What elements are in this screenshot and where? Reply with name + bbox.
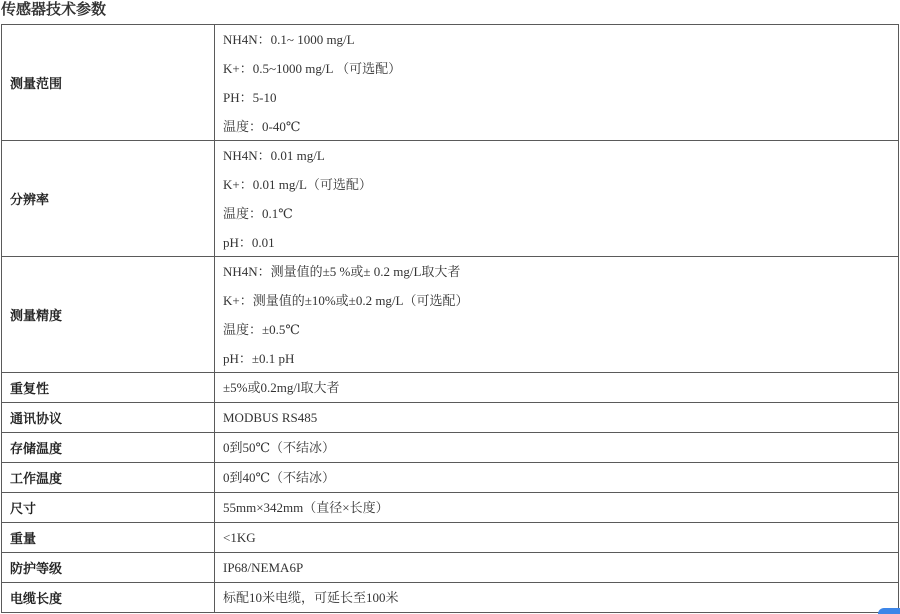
spec-value-line: NH4N：测量值的±5 %或± 0.2 mg/L取大者 (223, 263, 461, 279)
spec-value-line: IP68/NEMA6P (223, 560, 304, 575)
spec-row-weight (2, 523, 898, 553)
spec-label: 工作温度 (2, 463, 215, 492)
spec-row-measurement-range (2, 25, 898, 141)
spec-value-line: NH4N：0.1~ 1000 mg/L (223, 31, 355, 47)
spec-value-line: pH：0.01 (223, 234, 275, 250)
spec-value-line: <1KG (223, 530, 256, 545)
spec-value-line: MODBUS RS485 (223, 410, 318, 425)
spec-label: 测量精度 (2, 257, 215, 372)
spec-value-line: K+：0.01 mg/L（可选配） (223, 176, 372, 192)
spec-value (215, 433, 898, 462)
spec-value (215, 523, 898, 552)
spec-value-line: PH：5-10 (223, 89, 277, 105)
spec-row-dimensions (2, 493, 898, 523)
spec-table (1, 24, 899, 613)
spec-value-line: K+：0.5~1000 mg/L （可选配） (223, 60, 402, 76)
spec-value-line: 温度：0.1℃ (223, 205, 293, 221)
spec-value (215, 463, 898, 492)
spec-value (215, 493, 898, 522)
spec-row-accuracy (2, 257, 898, 373)
spec-value-line: 标配10米电缆，可延长至100米 (223, 590, 399, 605)
spec-value-line: NH4N：0.01 mg/L (223, 147, 325, 163)
spec-label: 存储温度 (2, 433, 215, 462)
page-title: 传感器技术参数 (1, 1, 107, 18)
spec-value (215, 257, 898, 372)
spec-label: 重量 (2, 523, 215, 552)
spec-label: 尺寸 (2, 493, 215, 522)
spec-value (215, 403, 898, 432)
spec-row-protocol (2, 403, 898, 433)
spec-value-line: 温度：±0.5℃ (223, 321, 300, 337)
spec-value (215, 141, 898, 256)
spec-value-line: 0到50℃（不结冰） (223, 440, 336, 455)
spec-label: 重复性 (2, 373, 215, 402)
spec-value-line: ±5%或0.2mg/l取大者 (223, 380, 340, 395)
spec-value (215, 373, 898, 402)
spec-row-cable-length (2, 583, 898, 613)
spec-label: 防护等级 (2, 553, 215, 582)
spec-value-line: K+：测量值的±10%或±0.2 mg/L（可选配） (223, 292, 469, 308)
spec-value (215, 553, 898, 582)
spec-label: 通讯协议 (2, 403, 215, 432)
spec-row-resolution (2, 141, 898, 257)
spec-row-storage-temperature (2, 433, 898, 463)
spec-value-line: 0到40℃（不结冰） (223, 470, 336, 485)
spec-value-line: 55mm×342mm（直径×长度） (223, 500, 389, 515)
spec-row-protection-rating (2, 553, 898, 583)
floating-action-button[interactable] (878, 608, 900, 614)
spec-value-line: 温度：0-40℃ (223, 118, 301, 134)
spec-label: 测量范围 (2, 25, 215, 140)
spec-value-line: pH：±0.1 pH (223, 350, 295, 366)
spec-value (215, 583, 898, 612)
spec-label: 分辨率 (2, 141, 215, 256)
spec-value (215, 25, 898, 140)
spec-label: 电缆长度 (2, 583, 215, 612)
spec-row-repeatability (2, 373, 898, 403)
spec-row-operating-temperature (2, 463, 898, 493)
